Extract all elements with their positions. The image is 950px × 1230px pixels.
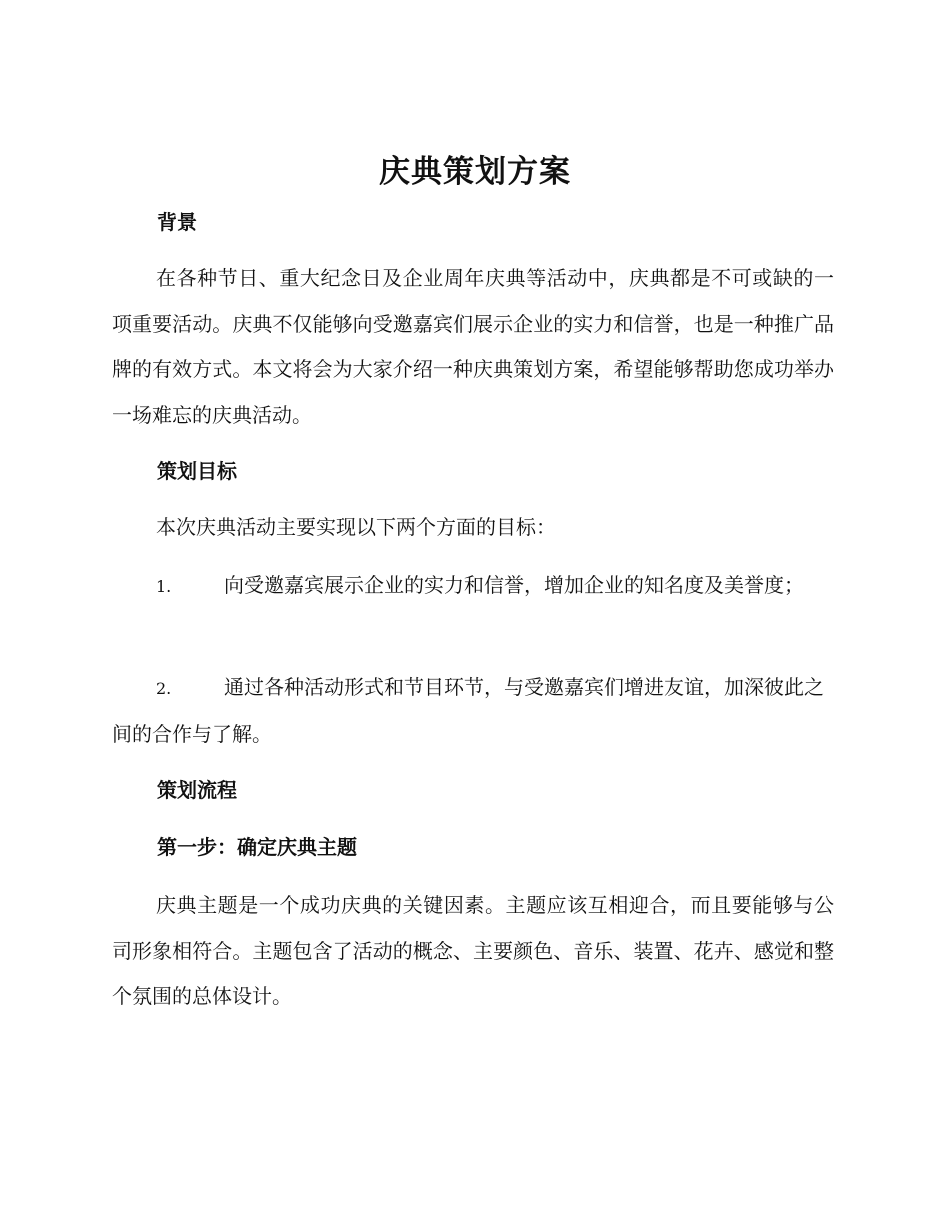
list-number: 1. — [156, 577, 172, 596]
goals-intro-paragraph: 本次庆典活动主要实现以下两个方面的目标： — [156, 515, 556, 539]
section-heading-process: 策划流程 — [157, 778, 237, 802]
step-heading-theme: 第一步：确定庆典主题 — [157, 835, 357, 859]
list-item-text: 通过各种活动形式和节目环节，与受邀嘉宾们增进友谊，加深彼此之间的合作与了解。 — [112, 675, 824, 746]
document-title: 庆典策划方案 — [379, 154, 571, 190]
list-number: 2. — [156, 679, 172, 698]
list-item-text: 向受邀嘉宾展示企业的实力和信誉，增加企业的知名度及美誉度； — [224, 573, 804, 597]
step1-paragraph: 庆典主题是一个成功庆典的关键因素。主题应该互相迎合，而且要能够与公司形象相符合。主题包含了活动的概念、主要颜色、音乐、装置、花卉、感觉和整个氛围的总体设计。 — [112, 893, 834, 1008]
section-heading-goals: 策划目标 — [157, 459, 237, 483]
goal-list-item — [112, 563, 834, 610]
background-paragraph: 在各种节日、重大纪念日及企业周年庆典等活动中，庆典都是不可或缺的一项重要活动。庆典不仅能够向受邀嘉宾们展示企业的实力和信誉，也是一种推广品牌的有效方式。本文将会为大家介绍一种庆典策划方案，希望能够帮助您成功举办一场难忘的庆典活动。 — [112, 266, 834, 427]
goal-list-item — [112, 665, 834, 757]
section-heading-background: 背景 — [157, 210, 197, 234]
